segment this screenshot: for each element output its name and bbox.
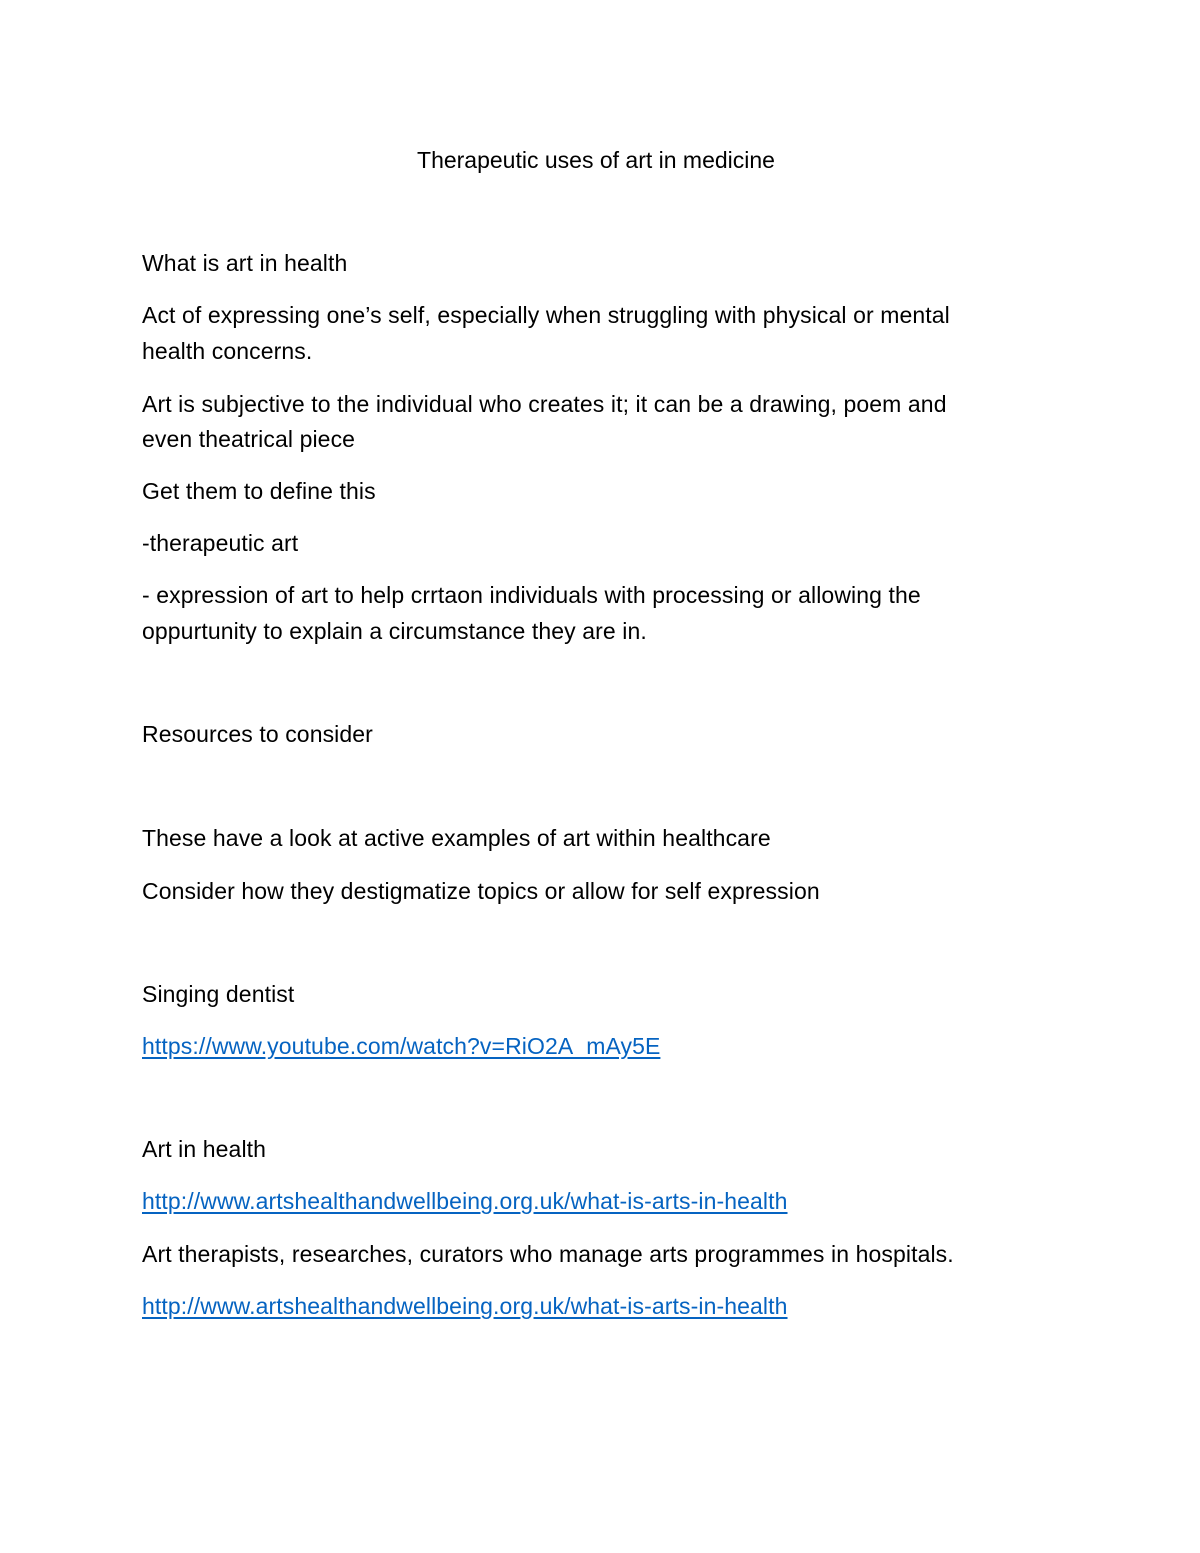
paragraph-consider: Consider how they destigmatize topics or allow for self expression — [142, 878, 820, 904]
heading-resources: Resources to consider — [142, 721, 373, 747]
paragraph-act-line-2: health concerns. — [142, 338, 313, 364]
paragraph-expression-line-2: oppurtunity to explain a circumstance they are in. — [142, 618, 647, 644]
paragraph-act-line-1: Act of expressing one’s self, especially when struggling with physical or mental — [142, 302, 950, 328]
arts-health-link-1[interactable]: http://www.artshealthandwellbeing.org.uk/what-is-arts-in-health — [142, 1188, 788, 1214]
youtube-link-container — [142, 1028, 660, 1064]
paragraph-examples: These have a look at active examples of art within healthcare — [142, 825, 771, 851]
paragraph-expression-line-1: - expression of art to help crrtaon individuals with processing or allowing the — [142, 582, 921, 608]
youtube-link[interactable]: https://www.youtube.com/watch?v=RiO2A_mAy5E — [142, 1033, 661, 1059]
paragraph-therapists: Art therapists, researches, curators who manage arts programmes in hospitals. — [142, 1241, 954, 1267]
paragraph-subjective-line-2: even theatrical piece — [142, 426, 356, 452]
heading-singing-dentist: Singing dentist — [142, 981, 295, 1007]
paragraph-define: Get them to define this — [142, 478, 376, 504]
arts-health-link-2-container — [142, 1288, 788, 1324]
paragraph-therapeutic-art: -therapeutic art — [142, 530, 299, 556]
heading-what-is-art: What is art in health — [142, 250, 348, 276]
arts-health-link-2[interactable]: http://www.artshealthandwellbeing.org.uk/what-is-arts-in-health — [142, 1293, 788, 1319]
arts-health-link-1-container — [142, 1183, 788, 1219]
paragraph-subjective-line-1: Art is subjective to the individual who creates it; it can be a drawing, poem and — [142, 391, 947, 417]
heading-art-in-health: Art in health — [142, 1136, 267, 1162]
document-title: Therapeutic uses of art in medicine — [417, 147, 775, 173]
